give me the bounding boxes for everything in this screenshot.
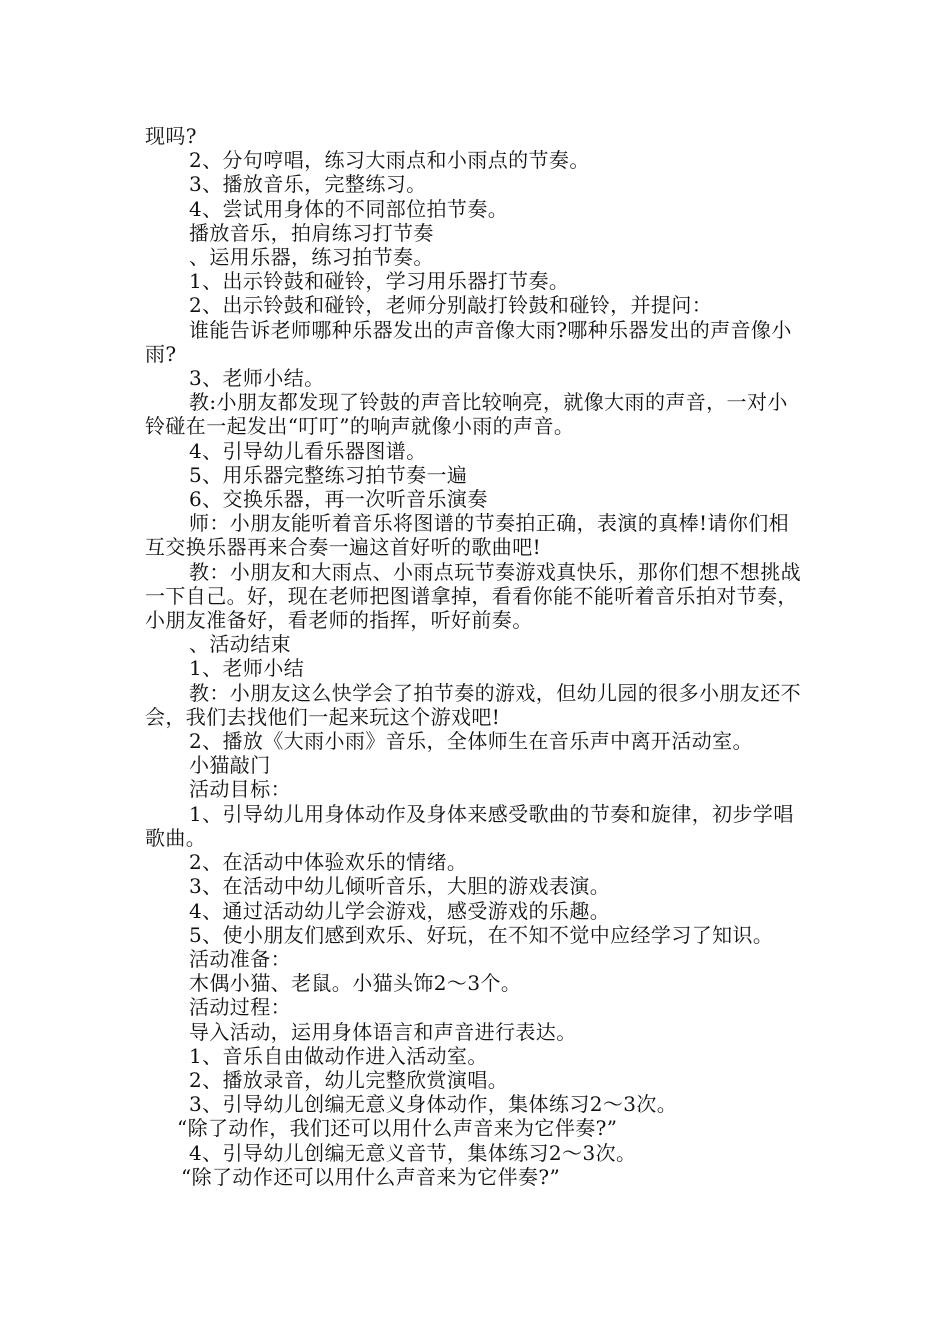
text-paragraph: 教：小朋友和大雨点、小雨点玩节奏游戏真快乐，那你们想不想挑战一下自己。好，现在老师把图谱拿掉，看看你能不能听着音乐拍对节奏，小朋友准备好，看老师的指挥，听好前奏。: [145, 559, 801, 633]
text-line: 3、在活动中幼儿倾听音乐，大胆的游戏表演。: [189, 874, 611, 899]
text-paragraph: 谁能告诉老师哪种乐器发出的声音像大雨?哪种乐器发出的声音像小雨?: [145, 317, 792, 366]
text-line: 1、音乐自由做动作进入活动室。: [189, 1043, 488, 1068]
text-line: 2、分句哼唱，练习大雨点和小雨点的节奏。: [189, 148, 590, 173]
text-line: 、运用乐器，练习拍节奏。: [189, 245, 434, 270]
section-heading: 活动准备：: [189, 946, 291, 971]
section-heading: 活动目标：: [189, 777, 291, 802]
text-line: 木偶小猫、老鼠。小猫头饰2～3个。: [189, 971, 522, 996]
text-line: 5、使小朋友们感到欢乐、好玩，在不知不觉中应经学习了知识。: [189, 922, 774, 947]
quote-line: “除了动作还可以用什么声音来为它伴奏?”: [181, 1164, 561, 1189]
text-line: 5、用乐器完整练习拍节奏一遍: [189, 462, 468, 487]
section-heading: 、活动结束: [189, 632, 291, 657]
section-heading: 活动过程：: [189, 995, 291, 1020]
activity-title: 小猫敲门: [189, 753, 271, 778]
text-line: 4、引导幼儿看乐器图谱。: [189, 438, 427, 463]
text-line: 4、尝试用身体的不同部位拍节奏。: [189, 196, 509, 221]
text-line: 2、播放录音，幼儿完整欣赏演唱。: [189, 1067, 509, 1092]
text-line: 现吗?: [145, 124, 197, 148]
text-line: 2、在活动中体验欢乐的情绪。: [189, 850, 468, 875]
text-paragraph: 教：小朋友这么快学会了拍节奏的游戏，但幼儿园的很多小朋友还不会，我们去找他们一起来玩这个游戏吧!: [145, 680, 801, 729]
text-line: 4、引导幼儿创编无意义音节，集体练习2～3次。: [189, 1140, 637, 1165]
text-line: 2、播放《大雨小雨》音乐，全体师生在音乐声中离开活动室。: [189, 729, 753, 754]
text-line: 播放音乐，拍肩练习打节奏: [189, 220, 434, 245]
text-line: 3、老师小结。: [189, 366, 325, 391]
text-line: 6、交换乐器，再一次听音乐演奏: [189, 487, 488, 512]
document-body: [145, 124, 805, 1189]
text-line: 1、出示铃鼓和碰铃，学习用乐器打节奏。: [189, 269, 570, 294]
text-line: 3、播放音乐，完整练习。: [189, 172, 427, 197]
text-line: 3、引导幼儿创编无意义身体动作，集体练习2～3次。: [189, 1092, 678, 1117]
text-paragraph: 1、引导幼儿用身体动作及身体来感受歌曲的节奏和旋律，初步学唱歌曲。: [145, 801, 794, 850]
text-line: 4、通过活动幼儿学会游戏，感受游戏的乐趣。: [189, 898, 611, 923]
text-paragraph: 教:小朋友都发现了铃鼓的声音比较响亮，就像大雨的声音，一对小铃碰在一起发出“叮叮”的响声就像小雨的声音。: [145, 390, 788, 439]
text-paragraph: 师：小朋友能听着音乐将图谱的节奏拍正确，表演的真棒!请你们相互交换乐器再来合奏一遍这首好听的歌曲吧!: [145, 511, 790, 560]
text-line: 2、出示铃鼓和碰铃，老师分别敲打铃鼓和碰铃，并提问：: [189, 293, 713, 318]
quote-line: “除了动作，我们还可以用什么声音来为它伴奏?”: [177, 1116, 618, 1141]
text-line: 1、老师小结: [189, 656, 305, 681]
text-line: 导入活动，运用身体语言和声音进行表达。: [189, 1019, 577, 1044]
